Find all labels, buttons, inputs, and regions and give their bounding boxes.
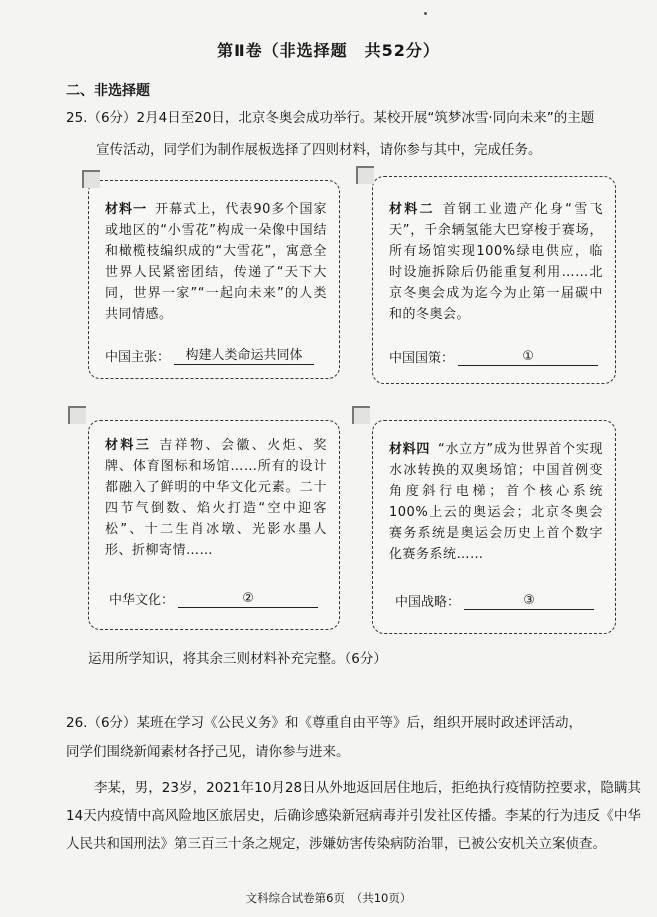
material-3-answer-row: [109, 589, 318, 608]
material-card-3: [88, 420, 340, 630]
material-3-body: 吉祥物、会徽、火炬、奖牌、体育图标和场馆……所有的设计都融入了鲜明的中华文化元素。二十四节气倒数、焰火打造“空中迎客松”、十二生肖冰墩、光影水墨人形、折柳寄情……: [105, 438, 327, 558]
material-4-text: [389, 439, 603, 565]
section-heading: 二、非选择题: [66, 83, 150, 99]
material-1-body: 开幕式上，代表90多个国家或地区的“小雪花”构成一朵像中国结和橄榄枝编织成的“大雪花”，寓意全世界人民紧密团结，传递了“天下大同，世界一家”“一起向未来”的人类共同情感。: [105, 202, 327, 322]
q25-instruction: 运用所学知识，将其余三则材料补充完整。（6分）: [88, 651, 387, 667]
material-card-1: [88, 180, 340, 379]
material-1-text: [105, 199, 327, 325]
material-1-label: 中国主张：: [105, 350, 171, 365]
q25-stem-line1: 25.（6分）2月4日至20日，北京冬奥会成功举行。某校开展“筑梦冰雪·同向未来”的主题: [66, 110, 595, 126]
q26-news-paragraph: 李某，男，23岁，2021年10月28日从外地返回居住地后，拒绝执行疫情防控要求，隐瞒其14天内疫情中高风险地区旅居史，后确诊感染新冠病毒并引发社区传播。李某的行为违反《中华人民共和国刑法》第三百三十条之规定，涉嫌妨害传染病防治罪，已被公安机关立案侦查。: [66, 780, 641, 852]
material-1-answer[interactable]: 构建人类命运共同体: [174, 348, 314, 365]
q26-stem-line2: 同学们围绕新闻素材各抒己见，请你参与进来。: [66, 744, 350, 760]
scan-speck: [424, 12, 427, 15]
card-corner-tab: [68, 406, 86, 424]
material-4-answer-row: [395, 591, 594, 610]
material-2-body: 首钢工业遗产化身“雪飞天”，千余辆氢能大巴穿梭于赛场，所有场馆实现100%绿电供应，临时设施拆除后仍能重复利用……北京冬奥会成为迄今为止第一届碳中和的冬奥会。: [389, 202, 603, 322]
material-1-answer-row: [105, 346, 314, 365]
card-corner-tab: [82, 170, 100, 188]
page-footer: 文科综合试卷第6页 （共10页）: [245, 891, 412, 905]
material-3-heading: 材料三: [105, 438, 152, 453]
q26-stem-line1: 26.（6分）某班在学习《公民义务》和《尊重自由平等》后，组织开展时政述评活动，: [66, 715, 583, 731]
material-3-label: 中华文化：: [109, 593, 175, 608]
material-2-label: 中国国策：: [389, 351, 455, 366]
card-corner-tab: [352, 406, 370, 424]
material-4-body: “水立方”成为世界首个实现水冰转换的双奥场馆；中国首例变角度斜行电梯；首个核心系统100%上云的奥运会；北京冬奥会赛务系统是奥运会历史上首个数字化赛务系统……: [389, 442, 603, 562]
material-4-heading: 材料四: [389, 442, 431, 457]
material-2-heading: 材料二: [389, 202, 435, 217]
material-card-4: [372, 420, 616, 634]
material-4-label: 中国战略：: [395, 595, 461, 610]
material-1-heading: 材料一: [105, 202, 148, 217]
material-3-answer[interactable]: ②: [178, 591, 318, 608]
material-2-answer-row: [389, 347, 598, 366]
q25-stem-line2: 宣传活动，同学们为制作展板选择了四则材料，请你参与其中，完成任务。: [96, 142, 542, 158]
material-card-2: [372, 176, 616, 384]
page-title: 第Ⅱ卷（非选择题 共52分）: [217, 41, 440, 60]
card-corner-tab: [356, 166, 374, 184]
material-2-answer[interactable]: ①: [458, 349, 598, 366]
material-3-text: [105, 435, 327, 561]
material-4-answer[interactable]: ③: [464, 593, 594, 610]
material-2-text: [389, 199, 603, 325]
